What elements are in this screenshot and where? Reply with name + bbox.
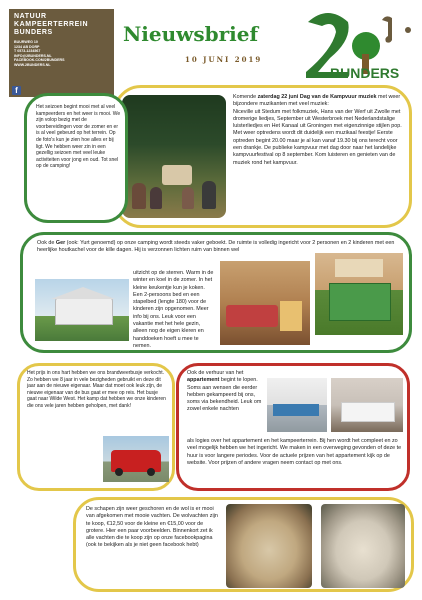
yurt-interior-photo: [220, 261, 310, 345]
sheepskin-box: [73, 497, 414, 592]
yurt-exterior-photo: [35, 279, 129, 341]
sheepskin-photo-2: [321, 504, 405, 588]
apartment-text-bottom: als logies over het appartement en het kampeerterrein. Bij hen wordt het compleet en zo veel mogelijk hebben we het ingericht. We maken in een overweging gevonden of deze te huur is voor langere periodes. Voor de actuele prijzen van het appartement kijk op de website. Voor prijzen of andere vragen neem contact op met ons.: [187, 438, 402, 466]
sidebar-title: NATUUR KAMPEERTERREIN BUNDERS: [14, 13, 89, 36]
ger-box: [20, 232, 412, 353]
intro-box: [24, 93, 128, 223]
apartment-bedroom-photo: [331, 378, 403, 432]
apartment-box: [176, 363, 410, 491]
intro-text: Het seizoen begint mooi met al veel kampeerders en het weer is mooi. We zijn volop bezig met de voorbereidingen voor de zomer en er is al veel gebeurd op het terrein. Op de foto's kun je zien hoe alles er bij ligt. We hebben weer zin in een gezellig seizoen met veel leuke activiteiten voor jong en oud. Tot snel op de camping!: [36, 104, 121, 170]
logo-dot: [405, 27, 411, 33]
concert-box: [113, 85, 412, 228]
music-note-icon: [382, 16, 392, 42]
facebook-icon[interactable]: f: [12, 86, 21, 95]
fire-truck-photo: [103, 436, 169, 482]
sidebar-address: BUURWEG 10 1234 AB DORP T 0573-1234567 INFO@2BUNDERS.NL FACEBOOK.COM/2BUNDERS WWW.2BUNDERS.NL: [14, 40, 65, 67]
apartment-kitchen-photo: [267, 378, 327, 432]
ger-text-bottom: uitzicht op de sterren. Warm in de winter en koel in de zomer. In het kleine keukentje kun je koken. Een 2-persoons bed en een stapelbed (lengte 180) voor de kinderen zijn opgenomen. Meer info bij ons. Leuk voor een vakantie met het hele gezin, alleen nog de eigen kleren en handdoeken hoeft u mee te nemen.: [133, 270, 214, 349]
bus-text: Het prijs in ons hart hebben we ons brandweerbusje verkocht. Zo hebben we 8 jaar in vele bezigheden gebruikt en deze dit jaar aan de nieuwe eigenaar. Maar dat moet ook leuk zijn, de nieuwe eigenaar van de bus gaat er mee op reis. Het busje gaat naar Wilde West. Het kamp dat hebben we onze kinderen die ons vele jaren hebben geholpen, met dank!: [27, 370, 166, 409]
2bunders-logo: [300, 10, 415, 80]
logo-text: BUNDERS: [330, 65, 400, 80]
apartment-text-top: Ook de verhuur van het appartement begint te lopen. Soms aan wensen die eerder hebben gekampeerd bij ons, soms via bekendheid. Leuk om zowel enkele nachten: [187, 370, 262, 413]
concert-text: Komende zaterdag 22 juni Dag van de Kampvuur muziek met weer bijzondere muzikanten met veel muziek: Niceville uit Stedum met folkmuziek, Hans van der Werf uit Zwolle met dromerige liedjes, September uit Westerbroek met Nederlandstalige luisterliedjes en Het Kanaal uit Groningen met eigenzinnige stijlen pop. Met weer optredens wordt dit duidelijk een muzikaal feestje! Eerste optreden begint 20.00 maar je al kan vanaf 19.30 bij ons terecht voor een drankje. De publieke kampvuur met dag door naar het landelijke kampvuurfestival op 8 september. Kom luisteren en genieten van de muziek rond het kampvuur.: [233, 94, 402, 166]
yurt-kitchen-photo: [315, 253, 403, 335]
sheepskin-text: De schapen zijn weer geschoren en de wol is er mooi van afgekomen met mooie vachten. De wolvachten zijn te koop, €12,50 voor de kleine en €15,00 voor de grotere. Hier een paar voorbeelden. Binnenkort zet ik alle vachten die te koop zijn op onze facebookpagina (ook te bekijken als je niet geen facebook hebt): [86, 506, 218, 549]
sheepskin-photo-1: [226, 504, 312, 588]
bus-box: [17, 363, 175, 491]
ger-text-top: Ook de Ger (ook: Yurt genoemd) op onze camping wordt steeds vaker geboekt. De ruimte is volledig ingericht voor 2 personen en 2 kinderen met een heerlijke houtkachel voor de kille dagen. Hij is verzonnen lichten ruim van binnen wel: [37, 240, 395, 254]
newsletter-date: 10 JUNI 2019: [185, 55, 263, 64]
newsletter-title: Nieuwsbrief: [123, 22, 259, 46]
contact-sidebar: [9, 9, 114, 97]
concert-photo: [122, 95, 226, 218]
